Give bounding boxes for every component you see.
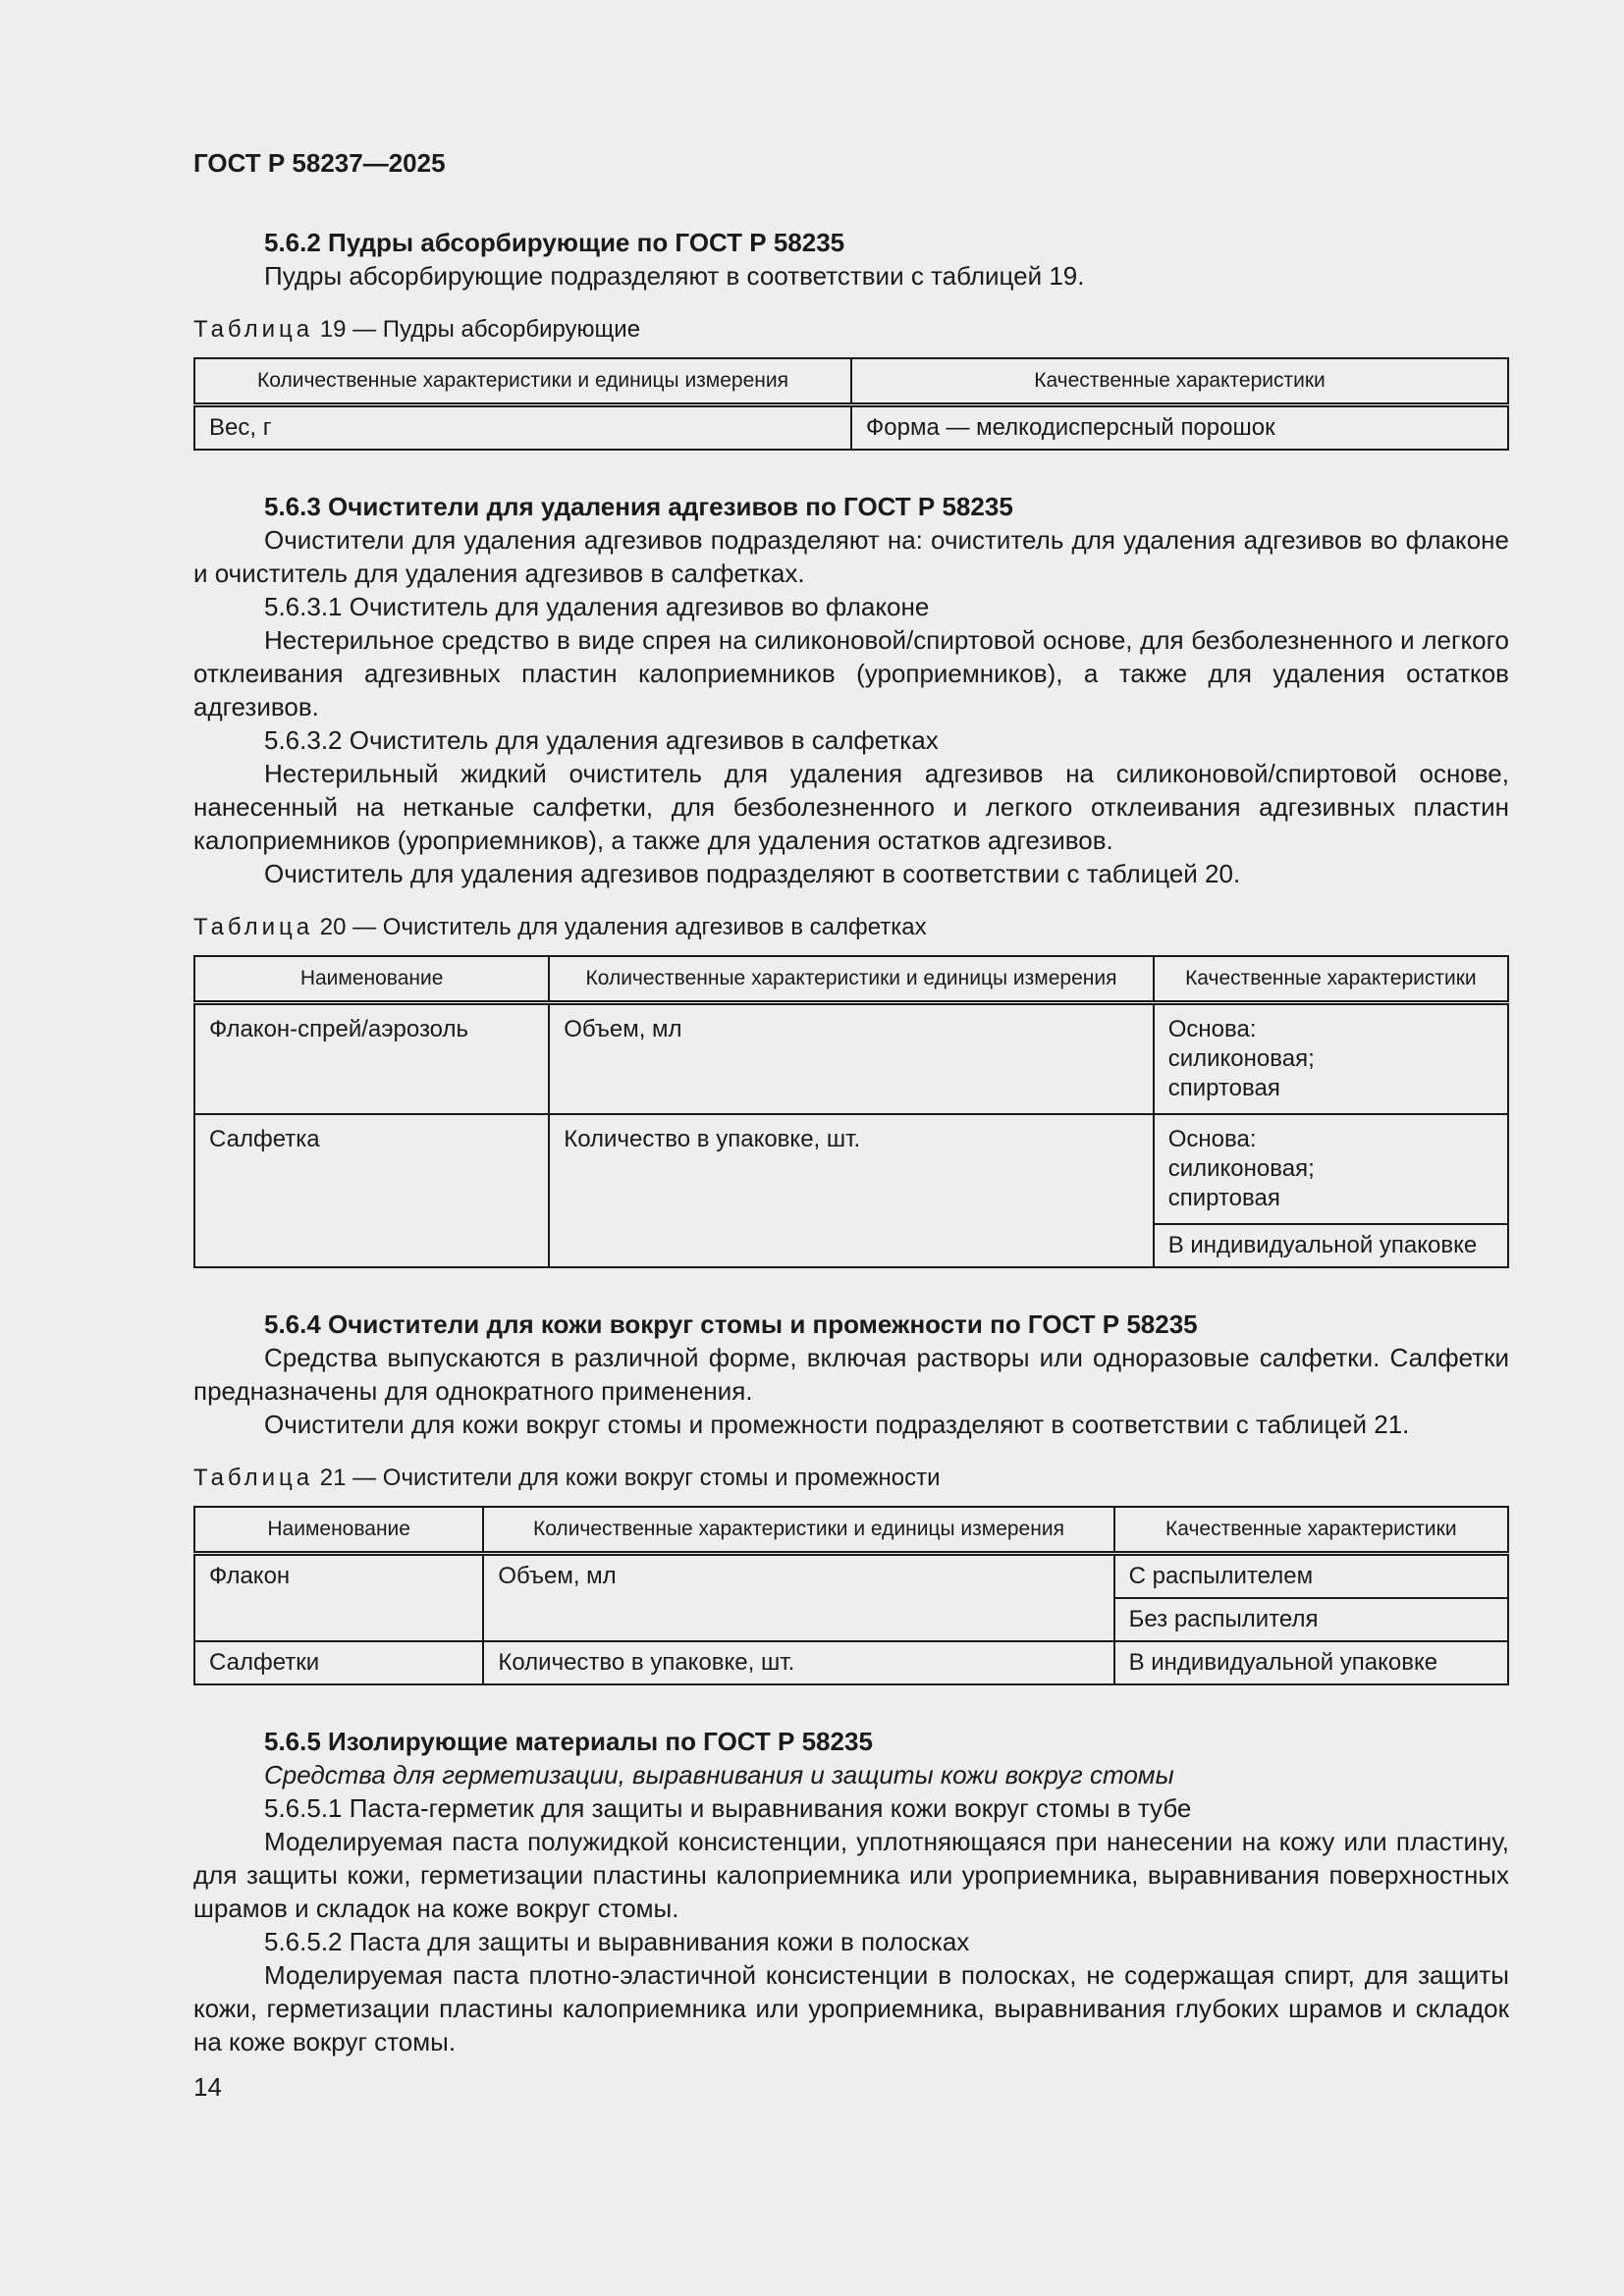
paragraph: Нестерильный жидкий очиститель для удаления адгезивов на силиконовой/спиртовой основе, нанесенный на нетканые салфетки, для безболезненного и легкого отклеивания адгезивных пластин калоприемников (уроприемников), а также для удаления остатков адгезивов. xyxy=(193,759,1509,855)
table-cell: В индивидуальной упаковке xyxy=(1114,1641,1508,1684)
table-cell xyxy=(1154,1003,1508,1115)
table-cell: Салфетки xyxy=(194,1641,483,1684)
table-caption-word: Таблица xyxy=(193,1465,314,1491)
table-cell: Без распылителя xyxy=(1114,1598,1508,1641)
table-caption-word: Таблица xyxy=(193,316,314,343)
table-header-cell: Качественные характеристики xyxy=(1154,956,1508,1003)
table-21 xyxy=(193,1506,1509,1685)
table-header-cell: Качественные характеристики xyxy=(851,358,1508,405)
page-content xyxy=(193,145,1509,2103)
clause-title: 5.6.5.1 Паста-герметик для защиты и выравнивания кожи вокруг стомы в тубе xyxy=(264,1793,1192,1823)
table-cell: Форма — мелкодисперсный порошок xyxy=(851,405,1508,451)
table-header-cell: Количественные характеристики и единицы измерения xyxy=(194,358,851,405)
cell-line: спиртовая xyxy=(1167,1075,1280,1101)
table-header-cell: Качественные характеристики xyxy=(1114,1507,1508,1554)
paragraph: Нестерильное средство в виде спрея на силиконовой/спиртовой основе, для безболезненного и легкого отклеивания адгезивных пластин калоприемников (уроприемников), а также для удаления остатков адгезивов. xyxy=(193,625,1509,721)
paragraph: Очистители для удаления адгезивов подразделяют на: очиститель для удаления адгезивов во флаконе и очиститель для удаления адгезивов в салфетках. xyxy=(193,525,1509,588)
table-cell: Объем, мл xyxy=(549,1003,1153,1115)
table-header-cell: Наименование xyxy=(194,1507,483,1554)
table-caption-text: 21 — Очистители для кожи вокруг стомы и промежности xyxy=(313,1465,941,1491)
table-cell: Флакон-спрей/аэрозоль xyxy=(194,1003,549,1115)
cell-line: Основа: xyxy=(1167,1016,1257,1042)
paragraph: Очистители для кожи вокруг стомы и промежности подразделяют в соответствии с таблицей 21. xyxy=(264,1410,1410,1439)
table-caption-21 xyxy=(193,1463,1509,1494)
section-title-5-6-3: 5.6.3 Очистители для удаления адгезивов по ГОСТ Р 58235 xyxy=(264,492,1013,521)
table-20 xyxy=(193,955,1509,1268)
table-19 xyxy=(193,357,1509,451)
table-cell: Салфетка xyxy=(194,1114,549,1267)
table-caption-word: Таблица xyxy=(193,914,314,940)
table-cell: Объем, мл xyxy=(483,1554,1113,1642)
table-row xyxy=(194,405,1508,451)
cell-line: силиконовая; xyxy=(1167,1045,1315,1072)
table-cell: Количество в упаковке, шт. xyxy=(483,1641,1113,1684)
cell-line: силиконовая; xyxy=(1167,1155,1315,1182)
table-caption-text: 19 — Пудры абсорбирующие xyxy=(313,316,641,343)
table-cell: Вес, г xyxy=(194,405,851,451)
document-header: ГОСТ Р 58237—2025 xyxy=(193,148,446,178)
paragraph: Средства выпускаются в различной форме, включая растворы или одноразовые салфетки. Салфетки предназначены для однократного применения. xyxy=(193,1343,1509,1406)
table-cell: С распылителем xyxy=(1114,1554,1508,1599)
paragraph: Моделируемая паста плотно-эластичной консистенции в полосках, не содержащая спирт, для защиты кожи, герметизации пластины калоприемника или уроприемника, выравнивания глубоких шрамов и складок на коже вокруг стомы. xyxy=(193,1960,1509,2056)
section-title-5-6-4: 5.6.4 Очистители для кожи вокруг стомы и промежности по ГОСТ Р 58235 xyxy=(264,1309,1198,1339)
table-cell: Флакон xyxy=(194,1554,483,1642)
table-row xyxy=(194,1003,1508,1115)
table-cell: Количество в упаковке, шт. xyxy=(549,1114,1153,1267)
cell-line: спиртовая xyxy=(1167,1185,1280,1211)
clause-title: 5.6.5.2 Паста для защиты и выравнивания кожи в полосках xyxy=(264,1927,970,1956)
table-header-cell: Количественные характеристики и единицы измерения xyxy=(483,1507,1113,1554)
table-cell xyxy=(1154,1114,1508,1224)
table-cell: В индивидуальной упаковке xyxy=(1154,1224,1508,1267)
section-subtitle: Средства для герметизации, выравнивания и защиты кожи вокруг стомы xyxy=(264,1760,1174,1789)
paragraph: Пудры абсорбирующие подразделяют в соответствии с таблицей 19. xyxy=(264,261,1085,291)
paragraph: Моделируемая паста полужидкой консистенции, уплотняющаяся при нанесении на кожу или пластину, для защиты кожи, герметизации пластины калоприемника или уроприемника, выравнивания поверхностных шрамов и складок на коже вокруг стомы. xyxy=(193,1827,1509,1923)
table-caption-19 xyxy=(193,314,1509,346)
table-header-cell: Наименование xyxy=(194,956,549,1003)
table-caption-text: 20 — Очиститель для удаления адгезивов в салфетках xyxy=(313,914,927,940)
table-caption-20 xyxy=(193,912,1509,943)
section-title-5-6-2: 5.6.2 Пудры абсорбирующие по ГОСТ Р 58235 xyxy=(264,228,845,257)
clause-title: 5.6.3.1 Очиститель для удаления адгезивов во флаконе xyxy=(264,592,930,621)
section-title-5-6-5: 5.6.5 Изолирующие материалы по ГОСТ Р 58235 xyxy=(264,1727,873,1756)
paragraph: Очиститель для удаления адгезивов подразделяют в соответствии с таблицей 20. xyxy=(264,859,1241,888)
table-row xyxy=(194,1114,1508,1224)
table-header-cell: Количественные характеристики и единицы измерения xyxy=(549,956,1153,1003)
table-row xyxy=(194,1554,1508,1599)
cell-line: Основа: xyxy=(1167,1126,1257,1152)
clause-title: 5.6.3.2 Очиститель для удаления адгезивов в салфетках xyxy=(264,725,939,755)
table-row xyxy=(194,1641,1508,1684)
page-number: 14 xyxy=(193,2072,222,2102)
